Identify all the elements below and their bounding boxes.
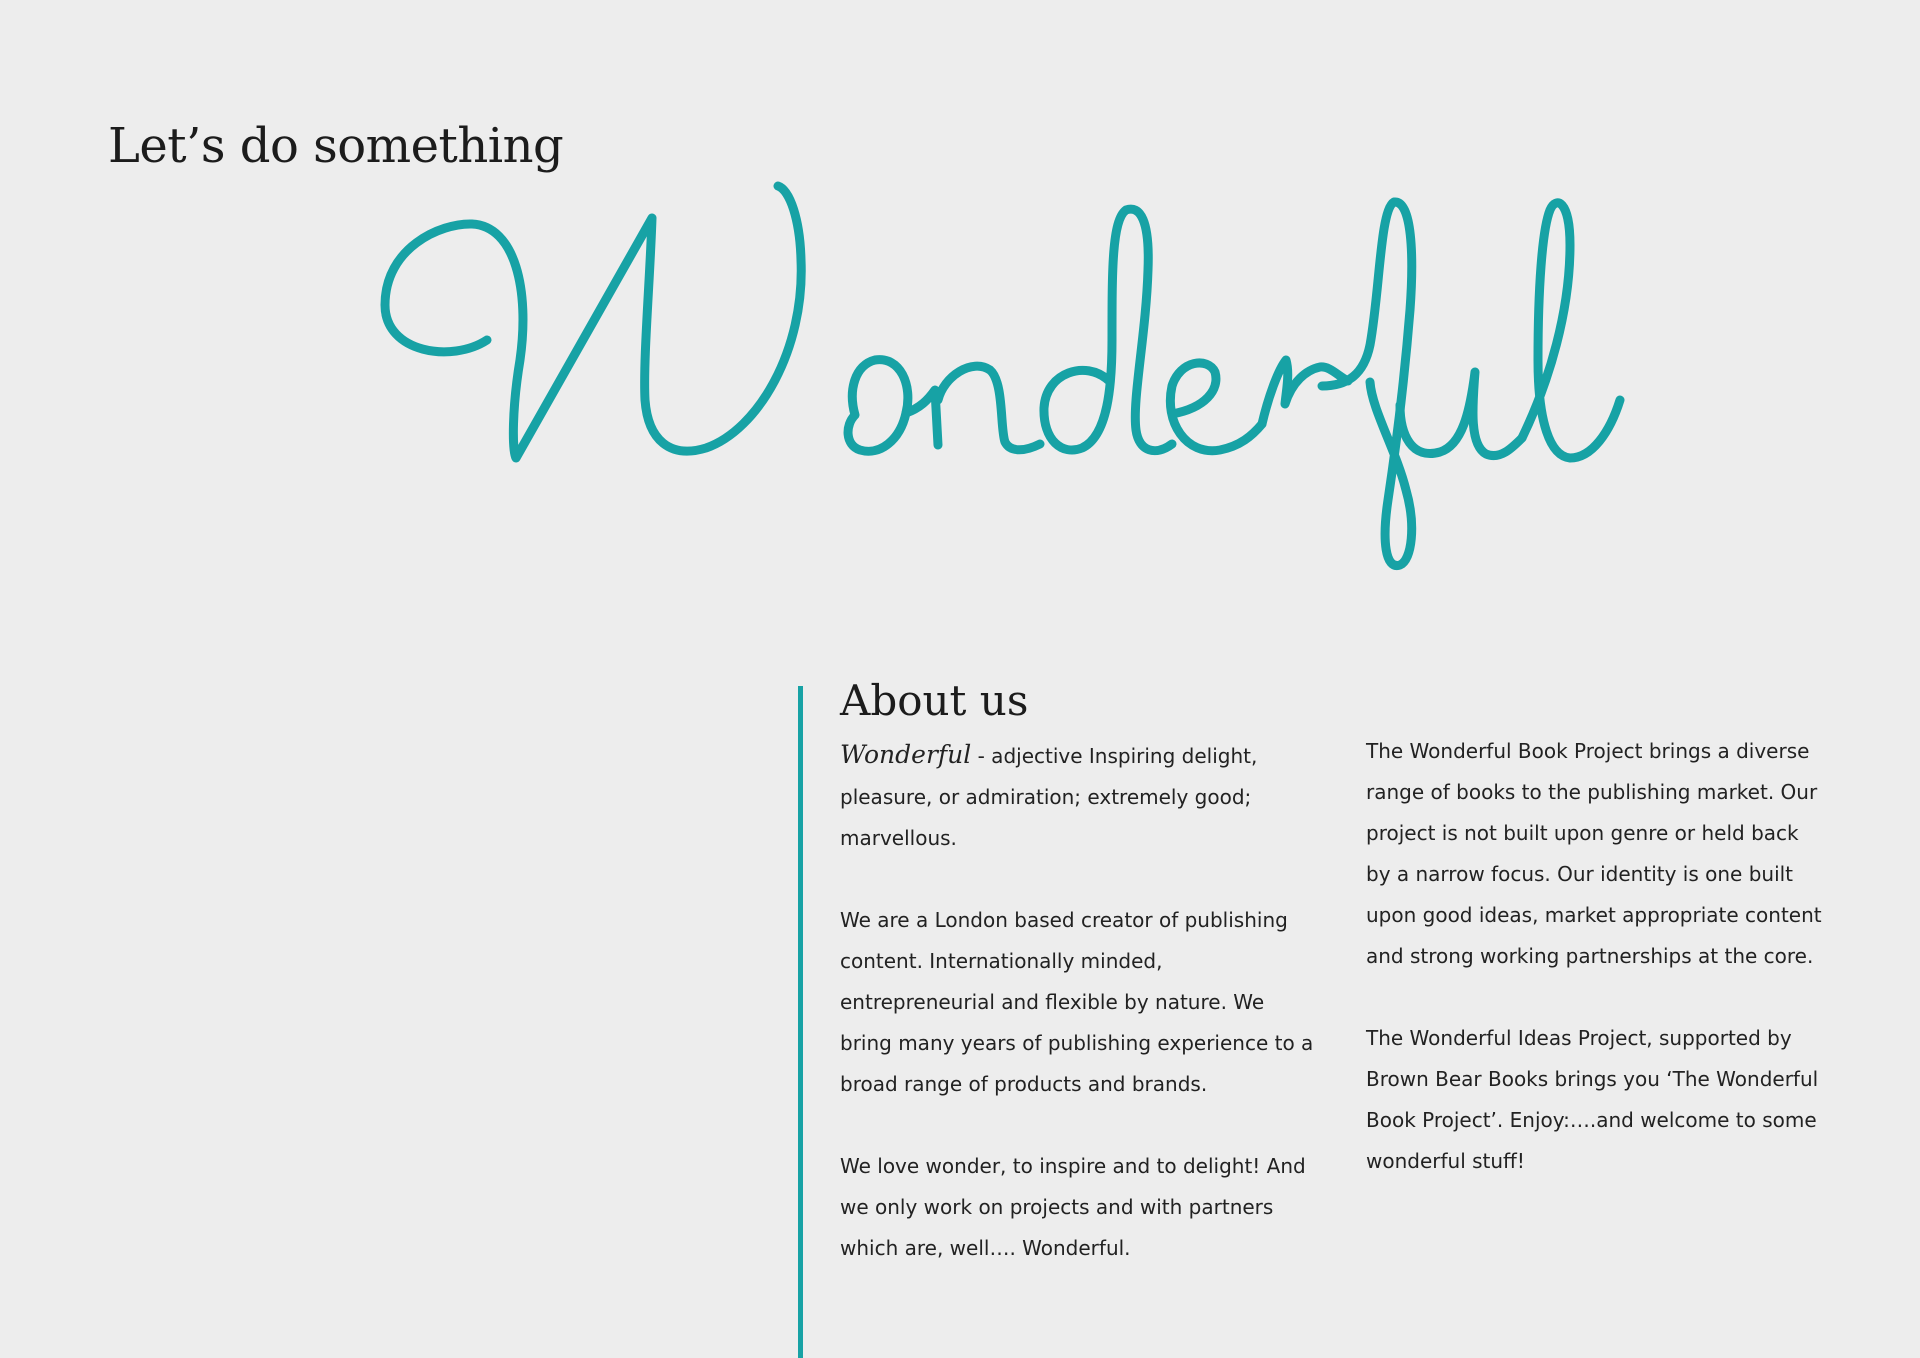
about-heading: About us xyxy=(840,676,1029,725)
script-letter-o xyxy=(848,360,908,452)
tagline: Let’s do something xyxy=(108,118,564,174)
script-letter-r xyxy=(1262,360,1348,424)
script-letter-n xyxy=(906,366,1040,450)
about-column-right xyxy=(1366,731,1826,1223)
about-column-left xyxy=(840,734,1320,1310)
script-letter-u xyxy=(1400,372,1522,456)
script-letter-l xyxy=(1522,203,1620,458)
london-paragraph: We are a London based creator of publishing content. Internationally minded, entrepreneurial and flexible by nature. We bring many years of publishing experience to a broad range of products and brands. xyxy=(840,908,1314,1096)
definition-paragraph xyxy=(840,734,1320,859)
definition-text: - adjective Inspiring delight, pleasure, or admiration; extremely good; marvellous. xyxy=(840,744,1258,850)
ideas-paragraph: The Wonderful Ideas Project, supported by Brown Bear Books brings you ‘The Wonderful Book Project’. Enjoy:….and welcome to some wonderful stuff! xyxy=(1366,1026,1819,1173)
script-letter-e xyxy=(1170,363,1262,451)
script-letter-w xyxy=(385,186,801,458)
script-letter-d xyxy=(1044,209,1172,451)
project-paragraph: The Wonderful Book Project brings a diverse range of books to the publishing market. Our project is not built upon genre or held back by a narrow focus. Our identity is one built upon good ideas, market appropriate content and strong working partnerships at the core. xyxy=(1366,739,1822,968)
wonderful-script-logo xyxy=(360,160,1690,610)
definition-word: Wonderful xyxy=(840,740,972,769)
script-letter-f xyxy=(1322,202,1412,566)
accent-divider xyxy=(798,686,803,1358)
wonder-paragraph: We love wonder, to inspire and to delight! And we only work on projects and with partners which are, well…. Wonderful. xyxy=(840,1154,1306,1260)
